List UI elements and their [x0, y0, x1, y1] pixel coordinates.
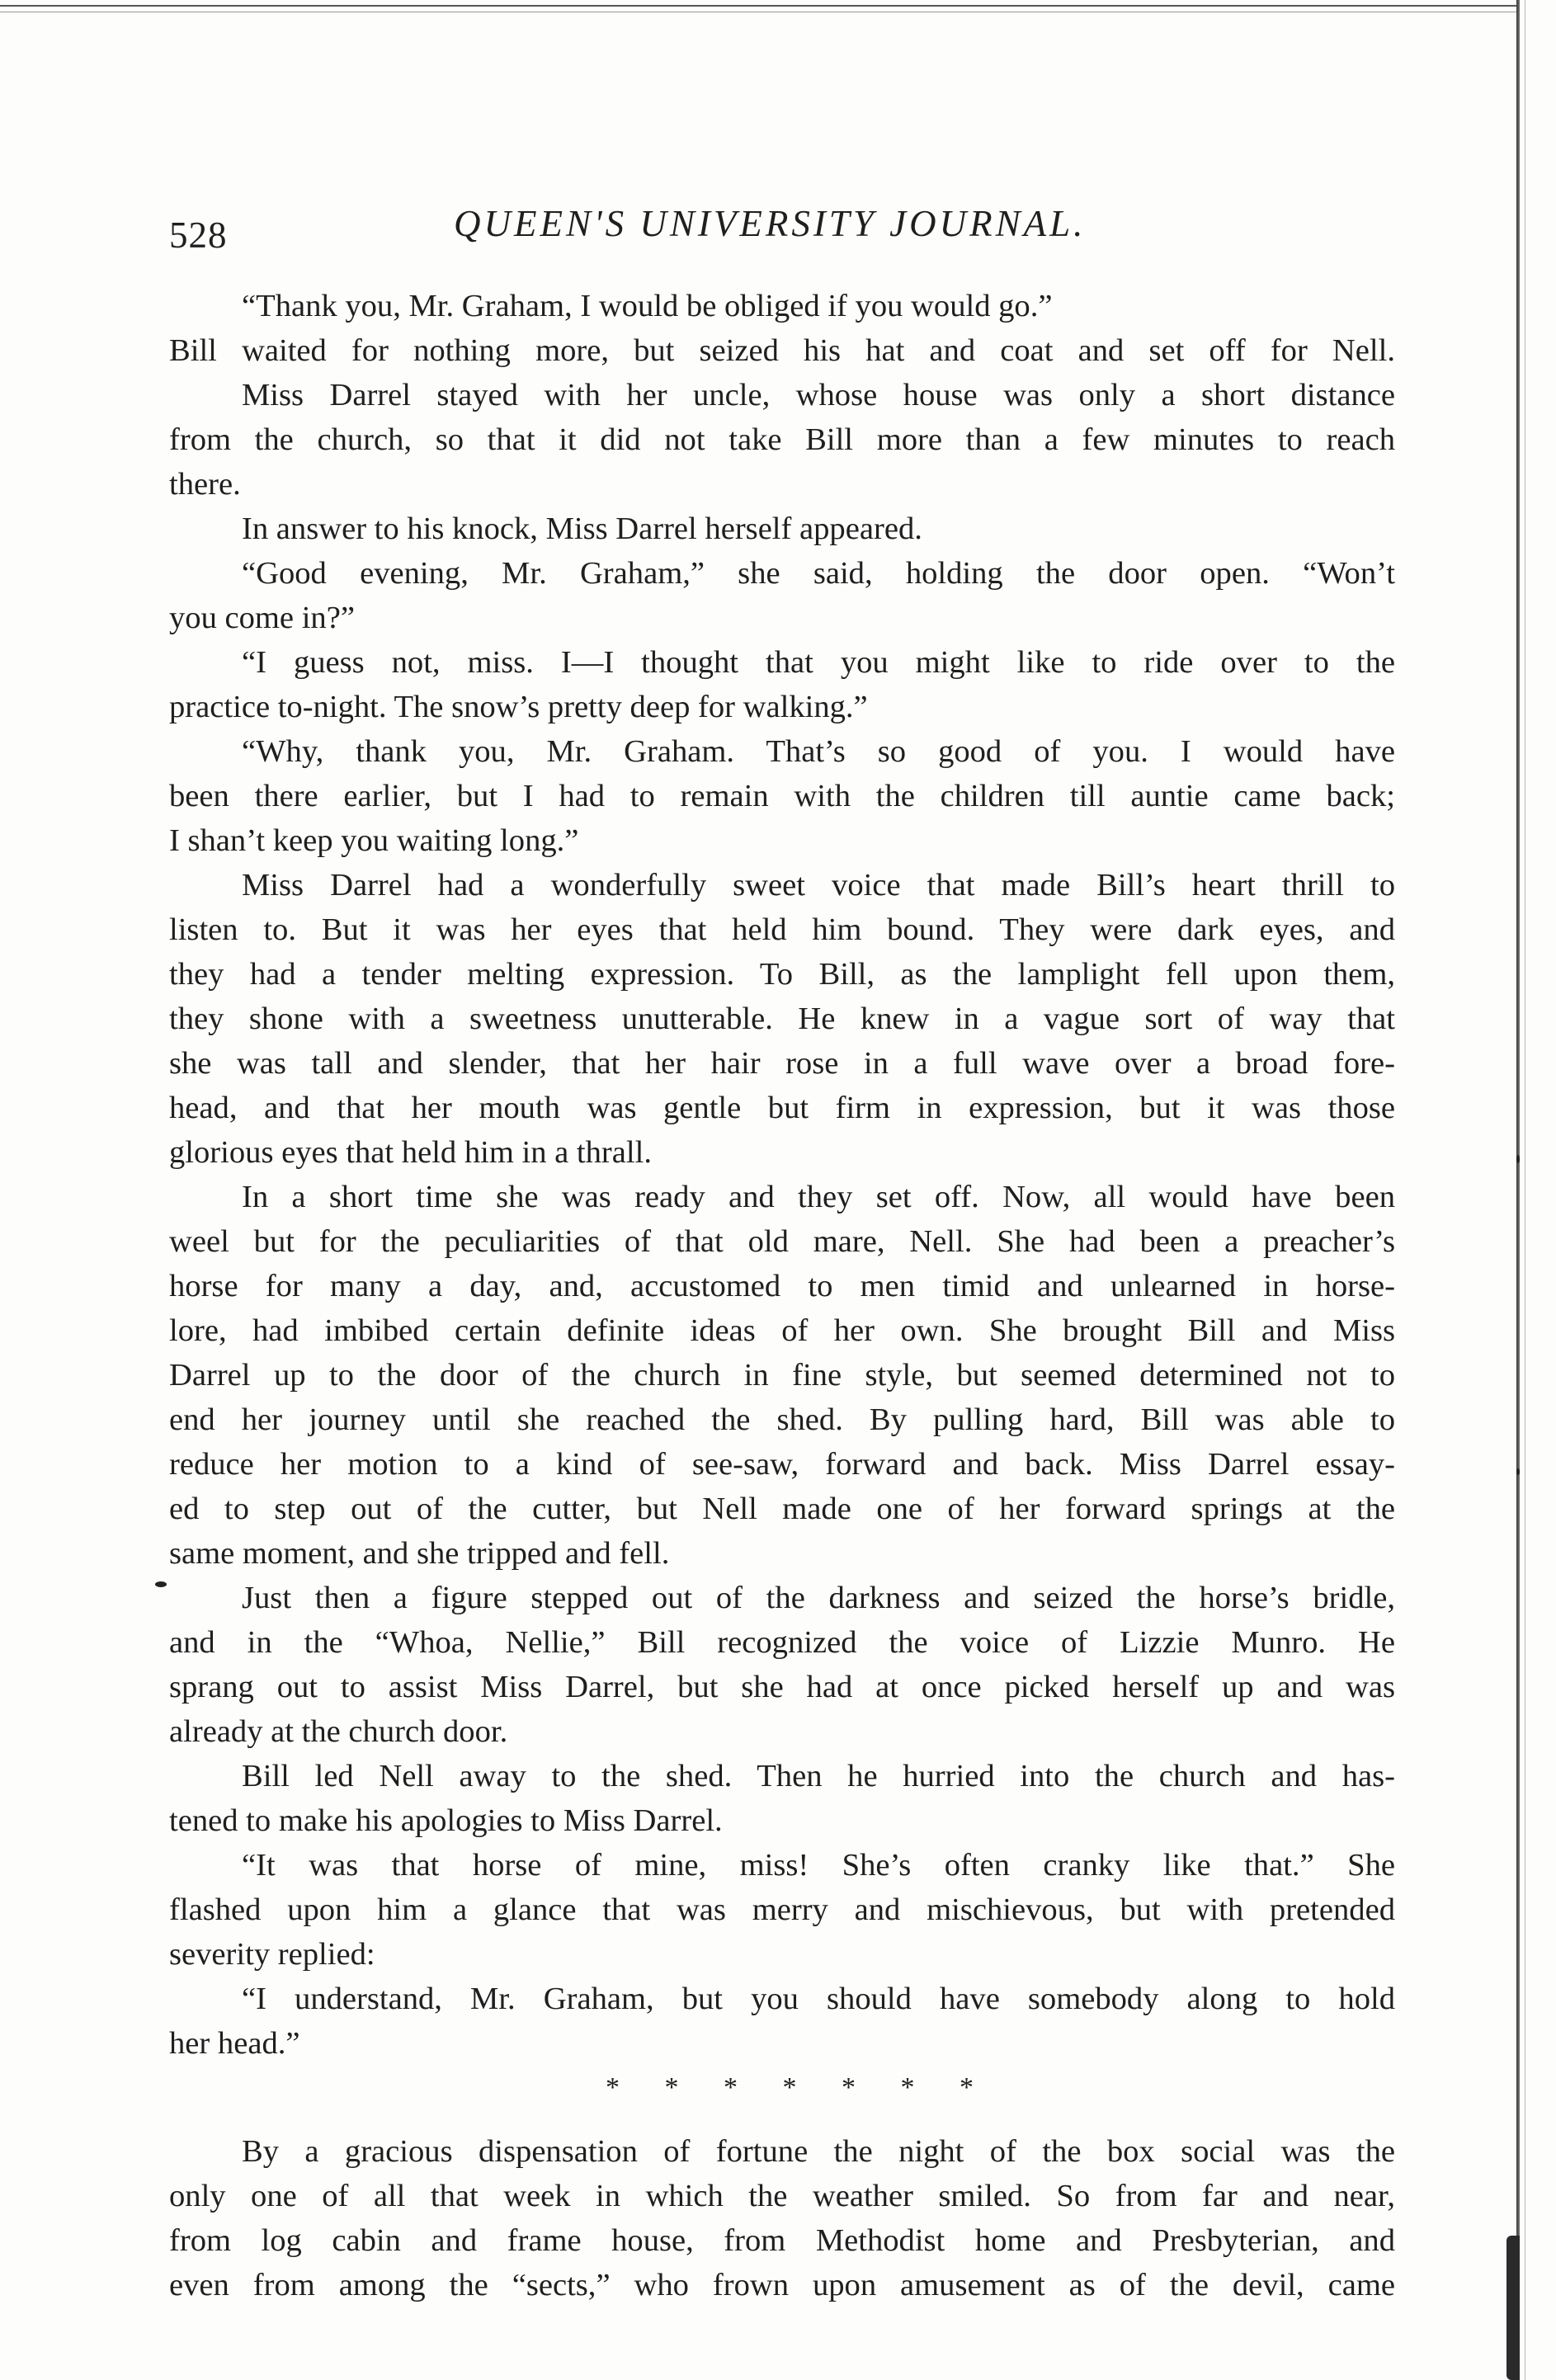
text-line: By a gracious dispensation of fortune the night of the box social was the — [242, 2134, 1395, 2169]
text-line: end her journey until she reached the shed. By pulling hard, Bill was able to — [169, 1402, 1395, 1437]
body-text — [169, 284, 1395, 2307]
top-border-rule — [0, 5, 1518, 7]
text-line: “Good evening, Mr. Graham,” she said, holding the door open. “Won’t — [242, 556, 1395, 591]
text-line: been there earlier, but I had to remain with the children till auntie came back; — [169, 779, 1395, 813]
running-title: QUEEN'S UNIVERSITY JOURNAL. — [454, 203, 1087, 244]
page-header — [169, 202, 1398, 260]
text-line: you come in?” — [169, 601, 355, 635]
page-number: 528 — [169, 214, 228, 256]
text-line: Miss Darrel stayed with her uncle, whose house was only a short distance — [242, 378, 1395, 412]
text-line: practice to-night. The snow’s pretty deep for walking.” — [169, 690, 868, 724]
text-line: they shone with a sweetness unutterable. He knew in a vague sort of way that — [169, 1001, 1395, 1036]
text-line: “I understand, Mr. Graham, but you should have somebody along to hold — [242, 1982, 1395, 2016]
text-line: she was tall and slender, that her hair rose in a full wave over a broad fore- — [169, 1046, 1395, 1081]
text-line: head, and that her mouth was gentle but firm in expression, but it was those — [169, 1091, 1395, 1125]
text-line: Just then a figure stepped out of the darkness and seized the horse’s bridle, — [242, 1581, 1395, 1615]
text-line: Darrel up to the door of the church in fine style, but seemed determined not to — [169, 1358, 1395, 1393]
ink-speck — [1516, 1468, 1520, 1475]
text-line: tened to make his apologies to Miss Darrel. — [169, 1803, 723, 1838]
text-line: they had a tender melting expression. To Bill, as the lamplight fell upon them, — [169, 957, 1395, 992]
text-line: In a short time she was ready and they set off. Now, all would have been — [242, 1180, 1395, 1214]
text-line: “Why, thank you, Mr. Graham. That’s so good of you. I would have — [242, 734, 1395, 769]
text-line: from the church, so that it did not take Bill more than a few minutes to reach — [169, 422, 1395, 457]
text-line: In answer to his knock, Miss Darrel herself appeared. — [242, 511, 922, 546]
text-line: same moment, and she tripped and fell. — [169, 1536, 670, 1571]
text-line: sprang out to assist Miss Darrel, but she had at once picked herself up and was — [169, 1670, 1395, 1704]
section-gap — [169, 2110, 1395, 2129]
text-line: even from among the “sects,” who frown upon amusement as of the devil, came — [169, 2268, 1395, 2302]
text-line: Bill led Nell away to the shed. Then he hurried into the church and has- — [242, 1759, 1395, 1793]
text-line: “I guess not, miss. I—I thought that you might like to ride over to the — [242, 645, 1395, 680]
text-line: glorious eyes that held him in a thrall. — [169, 1135, 652, 1170]
page-edge-shadow — [1516, 0, 1520, 2380]
text-line: “It was that horse of mine, miss! She’s often cranky like that.” She — [242, 1848, 1395, 1883]
section-break-asterisks: * * * * * * * — [606, 2072, 975, 2103]
text-line: listen to. But it was her eyes that held him bound. They were dark eyes, and — [169, 912, 1395, 947]
ink-speck — [155, 1581, 167, 1587]
text-line: horse for many a day, and, accustomed to men timid and unlearned in horse- — [169, 1269, 1395, 1303]
text-line: severity replied: — [169, 1937, 375, 1972]
text-line: lore, had imbibed certain definite ideas of her own. She brought Bill and Miss — [169, 1313, 1395, 1348]
text-line: ed to step out of the cutter, but Nell made one of her forward springs at the — [169, 1492, 1395, 1526]
text-line: flashed upon him a glance that was merry and mischievous, but with pretended — [169, 1892, 1395, 1927]
text-line: already at the church door. — [169, 1714, 508, 1749]
text-line: weel but for the peculiarities of that old mare, Nell. She had been a preacher’s — [169, 1224, 1395, 1259]
page-edge-binding — [1506, 2236, 1520, 2380]
ink-speck — [1516, 1155, 1520, 1163]
text-line: from log cabin and frame house, from Methodist home and Presbyterian, and — [169, 2223, 1395, 2258]
text-line: only one of all that week in which the weather smiled. So from far and near, — [169, 2179, 1395, 2213]
text-line: Miss Darrel had a wonderfully sweet voice that made Bill’s heart thrill to — [242, 868, 1395, 903]
text-line: reduce her motion to a kind of see-saw, forward and back. Miss Darrel essay- — [169, 1447, 1395, 1482]
text-line: her head.” — [169, 2026, 300, 2061]
text-line: Bill waited for nothing more, but seized his hat and coat and set off for Nell. — [169, 333, 1395, 368]
text-line: I shan’t keep you waiting long.” — [169, 823, 579, 858]
text-line: and in the “Whoa, Nellie,” Bill recognized the voice of Lizzie Munro. He — [169, 1625, 1395, 1660]
text-line: “Thank you, Mr. Graham, I would be obliged if you would go.” — [242, 289, 1053, 323]
text-line: there. — [169, 467, 241, 502]
